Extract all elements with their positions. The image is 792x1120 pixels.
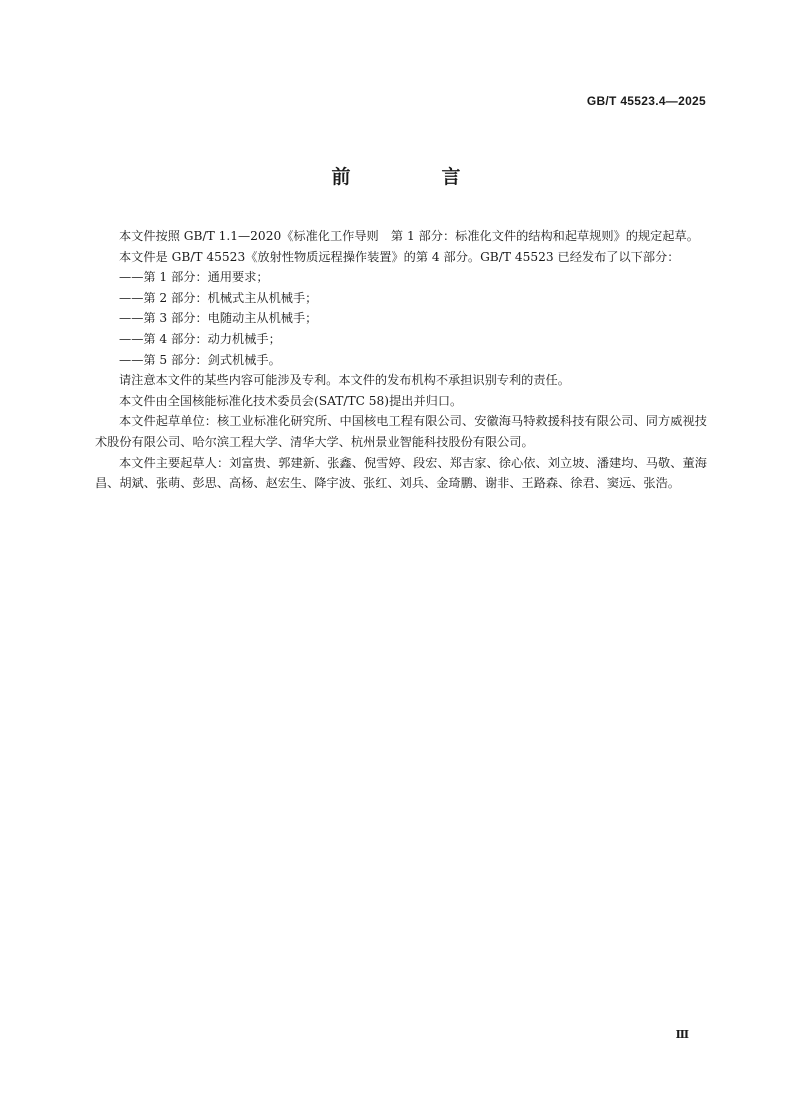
list-item-part-2: ——第 2 部分：机械式主从机械手； [119, 290, 318, 305]
paragraph-proposer: 本文件由全国核能标准化技术委员会(SAT/TC 58)提出并归口。 [119, 393, 463, 408]
foreword-body [95, 226, 707, 494]
paragraph-series-info: 本文件是 GB/T 45523《放射性物质远程操作装置》的第 4 部分。GB/T 45523 已经发布了以下部分： [119, 249, 680, 264]
list-item-part-3: ——第 3 部分：电随动主从机械手； [119, 311, 318, 326]
standard-code: GB/T 45523.4—2025 [586, 94, 706, 108]
paragraph-drafters: 本文件主要起草人：刘富贵、郭建新、张鑫、倪雪婷、段宏、郑吉家、徐心依、刘立坡、潘建均、马敬、董海昌、胡斌、张萌、彭思、高杨、赵宏生、降宇波、张红、刘兵、金琦鹏、谢非、王路森、徐君、窦远、张浩。 [95, 455, 707, 491]
paragraph-drafting-basis: 本文件按照 GB/T 1.1—2020《标准化工作导则 第 1 部分：标准化文件的结构和起草规则》的规定起草。 [119, 229, 699, 243]
paragraph-drafting-units: 本文件起草单位：核工业标准化研究所、中国核电工程有限公司、安徽海马特救援科技有限公司、同方威视技术股份有限公司、哈尔滨工程大学、清华大学、杭州景业智能科技股份有限公司。 [95, 414, 707, 449]
page-title: 前 言 [331, 166, 497, 188]
list-item-part-1: ——第 1 部分：通用要求； [119, 270, 269, 285]
page-number: Ⅲ [675, 1028, 689, 1041]
paragraph-patent-notice: 请注意本文件的某些内容可能涉及专利。本文件的发布机构不承担识别专利的责任。 [119, 373, 570, 388]
list-item-part-4: ——第 4 部分：动力机械手； [119, 331, 281, 346]
list-item-part-5: ——第 5 部分：剑式机械手。 [119, 352, 281, 367]
